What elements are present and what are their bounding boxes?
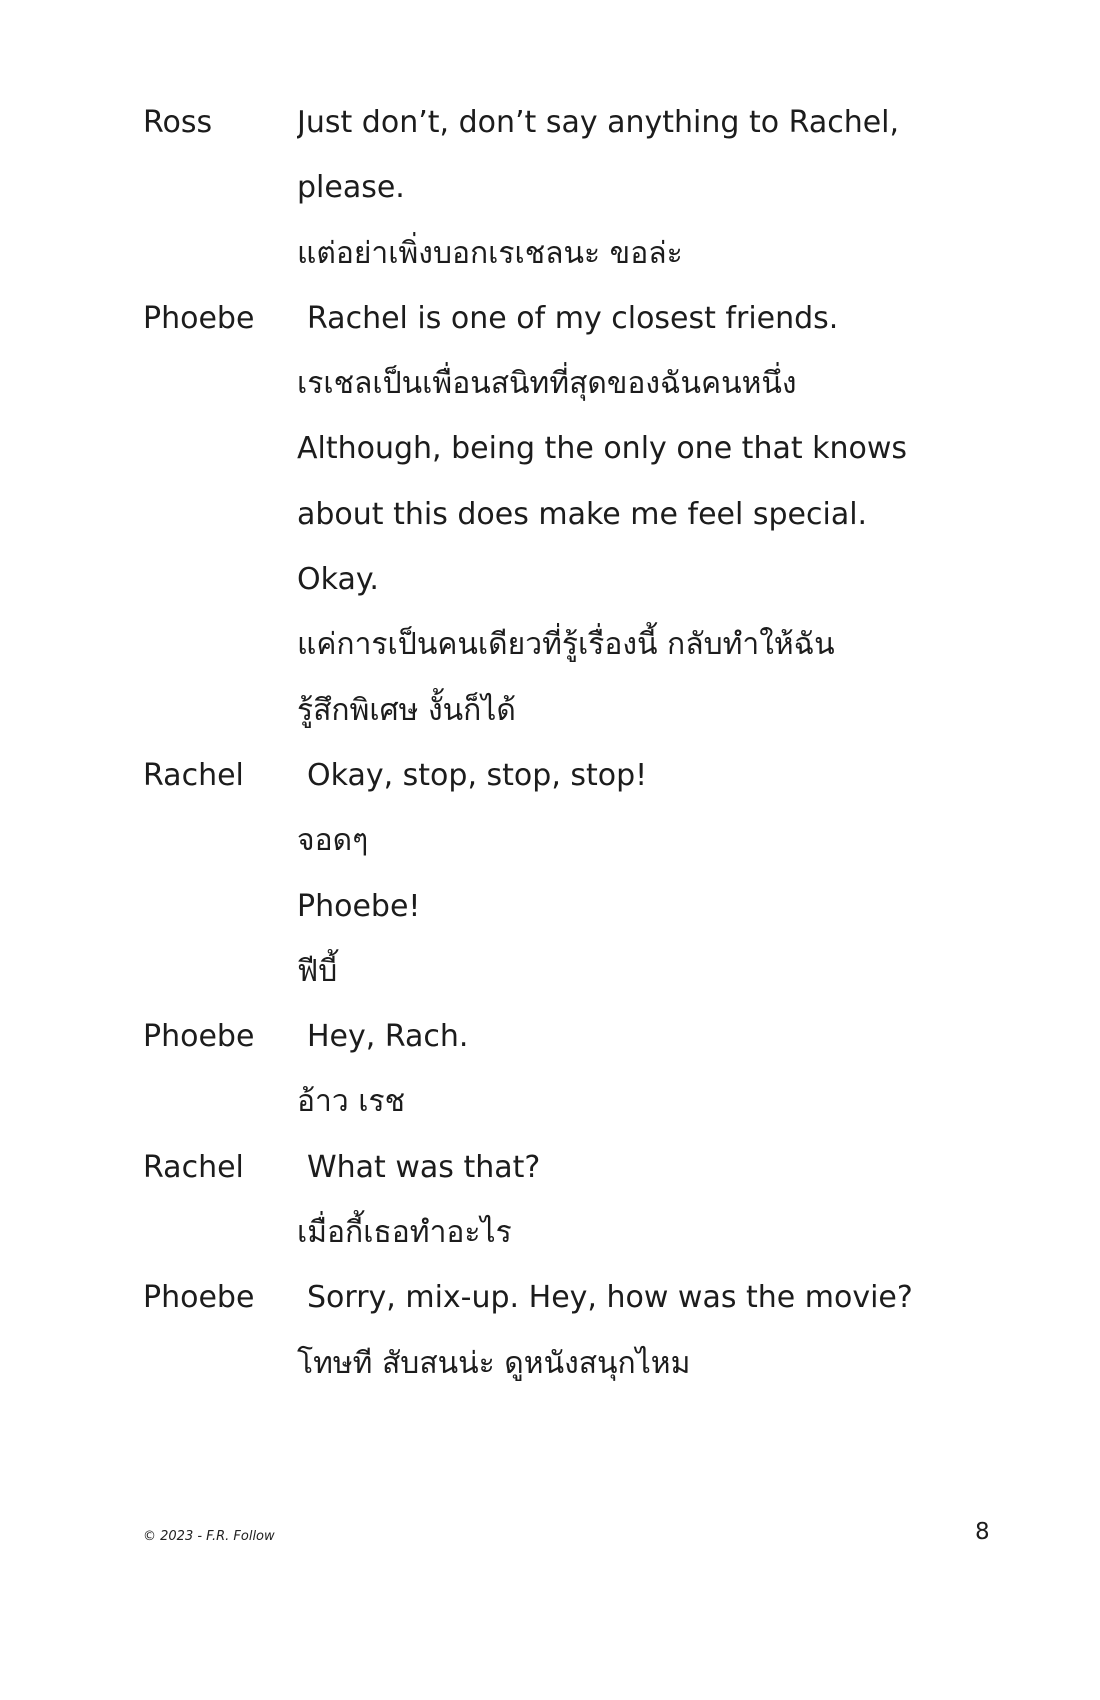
speaker-name: Phoebe	[143, 1019, 255, 1055]
dialogue-block-phoebe	[143, 1004, 983, 1135]
dialogue-block-ross	[143, 90, 983, 286]
dialogue-line-thai: แต่อย่าเพิ่งบอกเรเชลนะ ขอล่ะ	[297, 235, 683, 271]
speaker-name: Phoebe	[143, 300, 255, 336]
dialogue-line-thai: เรเชลเป็นเพื่อนสนิทที่สุดของฉันคนหนึ่ง	[297, 366, 797, 402]
page-number: 8	[975, 1519, 990, 1545]
dialogue-lines	[297, 90, 983, 286]
dialogue-line: Rachel is one of my closest friends.	[307, 300, 839, 336]
dialogue-line: Sorry, mix-up. Hey, how was the movie?	[307, 1280, 913, 1316]
dialogue-line: Hey, Rach.	[307, 1019, 469, 1055]
dialogue-line-thai: แค่การเป็นคนเดียวที่รู้เรื่องนี้ กลับทำให้ฉัน	[297, 627, 835, 663]
dialogue-line-thai: จอดๆ	[297, 823, 369, 859]
dialogue-line: What was that?	[307, 1149, 541, 1185]
dialogue-line-thai: อ้าว เรช	[297, 1084, 405, 1120]
dialogue-line: about this does make me feel special.	[297, 496, 868, 532]
dialogue-lines	[297, 1265, 983, 1396]
dialogue-line-thai: ฟีบี้	[297, 953, 338, 989]
dialogue-lines	[297, 1135, 983, 1266]
dialogue-line: please.	[297, 170, 405, 206]
dialogue-block-rachel	[143, 1135, 983, 1266]
copyright-notice: © 2023 - F.R. Follow	[143, 1529, 275, 1544]
dialogue-block-phoebe	[143, 286, 983, 743]
speaker-name: Phoebe	[143, 1280, 255, 1316]
dialogue-block-phoebe	[143, 1265, 983, 1396]
dialogue-script	[143, 90, 983, 1396]
speaker-name: Ross	[143, 105, 213, 140]
dialogue-line: Okay.	[297, 562, 379, 598]
dialogue-lines	[297, 1004, 983, 1135]
speaker-name: Rachel	[143, 1149, 244, 1185]
dialogue-line: Although, being the only one that knows	[297, 431, 908, 467]
dialogue-line: Phoebe!	[297, 888, 421, 924]
dialogue-lines	[297, 743, 983, 1004]
dialogue-line-thai: รู้สึกพิเศษ งั้นก็ได้	[297, 692, 516, 728]
dialogue-line: Just don’t, don’t say anything to Rachel,	[297, 105, 900, 140]
dialogue-line-thai: เมื่อกี้เธอทำอะไร	[297, 1215, 512, 1251]
speaker-name: Rachel	[143, 757, 244, 793]
dialogue-block-rachel	[143, 743, 983, 1004]
dialogue-line-thai: โทษที สับสนน่ะ ดูหนังสนุกไหม	[297, 1345, 691, 1381]
dialogue-line: Okay, stop, stop, stop!	[307, 757, 648, 793]
dialogue-lines	[297, 286, 983, 743]
